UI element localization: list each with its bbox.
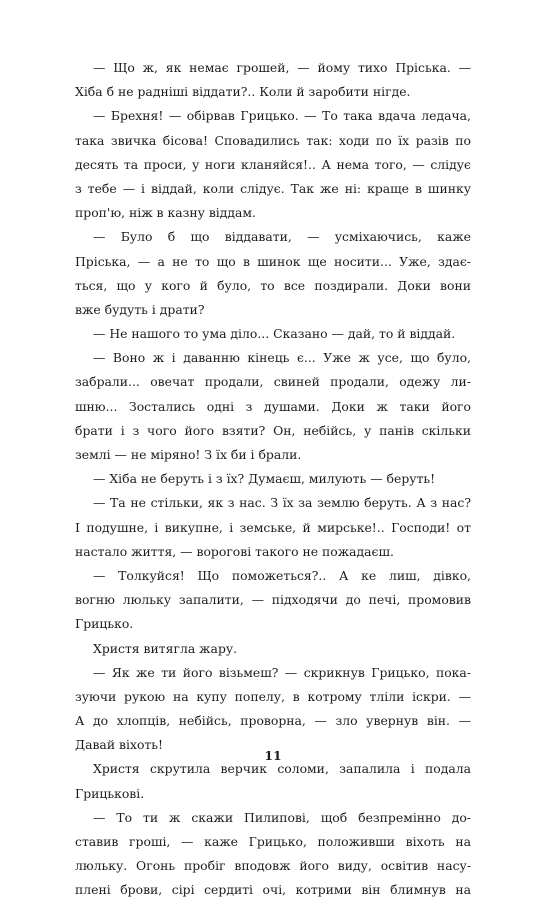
text-line: Пріська, — а не то що в шинок ще носити... Уже, здає- bbox=[75, 253, 471, 269]
text-line: — Брехня! — обірвав Грицько. — То така вдача ледача, bbox=[93, 108, 471, 124]
text-line: Грицько. bbox=[75, 616, 134, 632]
page-text bbox=[75, 56, 471, 903]
text-line: землі — не міряно! З їх би і брали. bbox=[75, 447, 302, 462]
text-line: така звичка бісова! Сповадились так: ходи по їх разів по bbox=[75, 132, 471, 148]
text-line: вже будуть і драти? bbox=[75, 301, 205, 317]
text-line: — Воно ж і даванню кінець є... Уже ж усе, що було, bbox=[93, 350, 471, 366]
text-line: вогню люльку запалити, — підходячи до печі, промовив bbox=[75, 592, 471, 608]
text-line: настало життя, — ворогові такого не пожадаєш. bbox=[75, 543, 394, 559]
text-line: — Не нашого то ума діло... Сказано — дай, то й віддай. bbox=[93, 326, 456, 342]
text-line: брати і з чого його взяти? Он, небійсь, у панів скільки bbox=[75, 422, 471, 438]
text-line: люльку. Огонь пробіг вподовж його виду, освітив насу- bbox=[75, 858, 471, 874]
text-line: проп'ю, ніж в казну віддам. bbox=[75, 205, 256, 221]
text-line: Грицькові. bbox=[75, 785, 145, 801]
text-line: плені брови, сірі сердиті очі, котрими він блимнув на bbox=[75, 882, 471, 898]
text-line: зуючи рукою на купу попелу, в котрому тліли іскри. — bbox=[75, 688, 471, 704]
text-line: ставив гроші, — каже Грицько, положивши віхоть на bbox=[75, 834, 471, 849]
text-line: — Що ж, як немає грошей, — йому тихо Пріська. — bbox=[93, 60, 471, 75]
text-line: Хіба б не радніші віддати?.. Коли й заробити нігде. bbox=[75, 84, 411, 100]
text-line: — Толкуйся! Що поможеться?.. А ке лиш, дівко, bbox=[93, 567, 471, 583]
text-line: десять та проси, у ноги кланяйся!.. А нема того, — слідує bbox=[75, 156, 471, 172]
text-line: Христя витягла жару. bbox=[93, 640, 238, 656]
text-line: Давай віхоть! bbox=[75, 737, 163, 753]
text-line: — Та не стільки, як з нас. З їх за землю беруть. А з нас? bbox=[93, 495, 471, 511]
text-line: А до хлопців, небійсь, проворна, — зло увернув він. — bbox=[75, 713, 471, 729]
text-line: Христя скрутила верчик соломи, запалила і подала bbox=[93, 761, 471, 777]
text-line: забрали... овечат продали, свиней продали, одежу ли- bbox=[75, 374, 471, 390]
page-number: 11 bbox=[264, 748, 282, 763]
text-line: ться, що у кого й було, то все поздирали. Доки вони bbox=[75, 277, 471, 293]
text-line: — Хіба не беруть і з їх? Думаєш, милують — беруть! bbox=[93, 471, 436, 487]
text-line: — То ти ж скажи Пилипові, щоб безпремінно до- bbox=[93, 809, 471, 825]
text-line: І подушне, і викупне, і земське, й мирське!.. Господи! от bbox=[75, 519, 471, 535]
text-line: шню... Зостались одні з душами. Доки ж таки його bbox=[75, 398, 471, 414]
text-line: — Було б що віддавати, — усміхаючись, каже bbox=[93, 229, 471, 245]
text-line: — Як же ти його візьмеш? — скрикнув Грицько, пока- bbox=[93, 664, 471, 680]
text-line: з тебе — і віддай, коли слідує. Так же ні: краще в шинку bbox=[75, 180, 471, 196]
